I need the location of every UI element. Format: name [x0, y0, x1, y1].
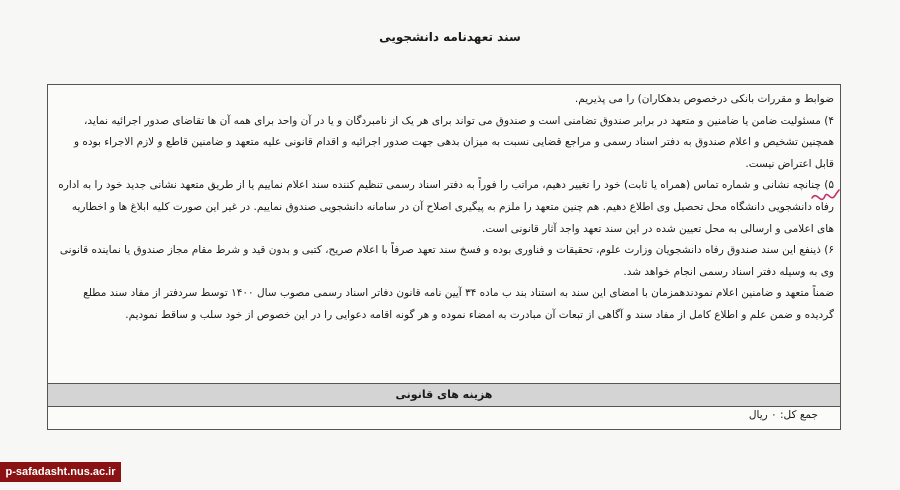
- paragraph-clause-5: ۵) چنانچه نشانی و شماره تماس (همراه یا ثابت) خود را تغییر دهیم، مراتب را فوراً به دفتر اسناد رسمی تنظیم کننده سند اعلام نماییم یا از طریق متعهد نشانی جدید خود را به اداره رفاه دانشجویی دانشگاه محل تحصیل وی اطلاع دهیم. هم چنین متعهد را ملزم به پیگیری اصلاح آن در سامانه دانشجویی صندوق نماییم. در غیر این صورت کلیه ابلاغ ها و اخطاریه های اعلامی و ارسالی به محل تعیین شده در این سند تعهد واجد آثار قانونی است.: [58, 179, 834, 235]
- paragraph-regulations: ضوابط و مقررات بانکی درخصوص بدهکاران) را می پذیریم.: [574, 93, 834, 105]
- paragraph-clause-6: ۶) ذینفع این سند صندوق رفاه دانشجویان وزارت علوم، تحقیقات و فناوری بوده و فسخ سند تعهد صرفاً با اعلام صریح، کتبی و بدون قید و شرط مقام مجاز صندوق یا نماینده قانونی وی به وسیله دفتر اسناد رسمی انجام خواهد شد.: [59, 244, 834, 278]
- document-frame: [47, 84, 841, 430]
- document-body: [54, 89, 834, 327]
- paragraph-clause-4: ۴) مسئولیت ضامن یا ضامنین و متعهد در برابر صندوق تضامنی است و صندوق می تواند برای هر یک از نامبردگان و یا در آن واحد برای همه آن ها تقاضای صدور اجرائیه نماید، همچنین تشخیص و اعلام صندوق به دفتر اسناد رسمی و مراجع قضایی نسبت به میزان بدهی جهت صدور اجرائیه و اقدام قانونی علیه متعهد و ضامنین قاطع و لازم الاجراء بوده و قابل اعتراض نیست.: [73, 114, 834, 170]
- total-cost: جمع کل: ۰ ریال: [748, 409, 818, 421]
- handwritten-mark-icon: [809, 186, 843, 212]
- paragraph-declaration: ضمناً متعهد و ضامنین اعلام نمودندهمزمان با امضای این سند به استناد بند ب ماده ۳۴ آیین نامه قانون دفاتر اسناد رسمی مصوب سال ۱۴۰۰ توسط سردفتر از مفاد سند مطلع گردیده و ضمن علم و اطلاع کامل از مفاد سند و آگاهی از تبعات آن مبادرت به امضاء نموده و هر گونه اقامه دعوایی را در این خصوص از خود سلب و ساقط نمودیم.: [83, 287, 834, 321]
- page-title: سند تعهدنامه دانشجویی: [379, 30, 521, 44]
- legal-costs-header: هزینه های قانونی: [48, 383, 840, 407]
- site-watermark: p-safadasht.nus.ac.ir: [0, 462, 121, 482]
